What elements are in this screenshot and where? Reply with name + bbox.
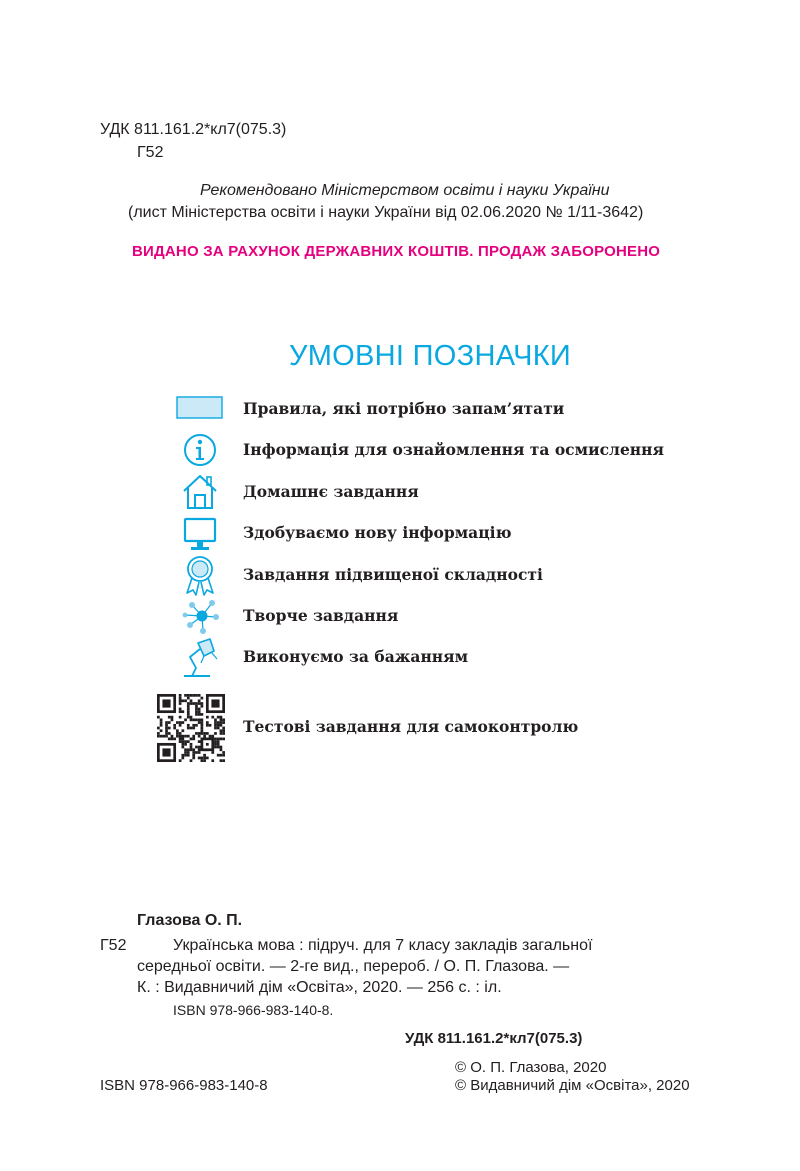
legend-label-creative: Творче завдання [243, 606, 399, 625]
copyright-publisher: © Видавничий дім «Освіта», 2020 [455, 1077, 690, 1094]
bibliography-udk: УДК 811.161.2*кл7(075.3) [405, 1030, 583, 1047]
udk-header: УДК 811.161.2*кл7(075.3) [100, 121, 287, 138]
recommendation-line: Рекомендовано Міністерством освіти і науки України [200, 182, 610, 199]
legend-label-info: Інформація для ознайомлення та осмислення [243, 440, 664, 459]
rule-box-icon [170, 386, 230, 432]
library-code: Г52 [137, 144, 164, 161]
medal-icon [170, 552, 230, 598]
bibliography-code: Г52 [100, 937, 127, 954]
bibliography-author: Глазова О. П. [137, 912, 243, 929]
bibliography-line-2: середньої освіти. — 2-ге вид., перероб. / О. П. Глазова. — [137, 958, 570, 975]
legend-label-new-info: Здобуваємо нову інформацію [243, 523, 512, 542]
legend-label-rules: Правила, які потрібно запам’ятати [243, 399, 565, 418]
recommendation-letter: (лист Міністерства освіти і науки України від 02.06.2020 № 1/11-3642) [128, 204, 644, 221]
desk-lamp-icon [170, 635, 230, 681]
legend-label-advanced: Завдання підвищеної складності [243, 565, 543, 584]
bibliography-line-3: К. : Видавничий дім «Освіта», 2020. — 256 с. : іл. [137, 979, 502, 996]
legend-label-homework: Домашнє завдання [243, 482, 419, 501]
bibliography-line-1: Українська мова : підруч. для 7 класу закладів загальної [173, 937, 593, 954]
house-icon [170, 469, 230, 515]
copyright-author: © О. П. Глазова, 2020 [455, 1059, 607, 1076]
legend-title: УМОВНІ ПОЗНАЧКИ [289, 340, 572, 372]
bibliography-isbn: ISBN 978-966-983-140-8. [173, 1002, 334, 1018]
monitor-icon [170, 511, 230, 557]
qr-code-icon [157, 694, 225, 762]
legend-label-optional: Виконуємо за бажанням [243, 647, 469, 666]
info-icon [170, 427, 230, 473]
molecule-icon [170, 593, 230, 639]
legend-label-tests: Тестові завдання для самоконтролю [243, 717, 579, 736]
distribution-notice: ВИДАНО ЗА РАХУНОК ДЕРЖАВНИХ КОШТІВ. ПРОДАЖ ЗАБОРОНЕНО [132, 243, 661, 260]
footer-isbn: ISBN 978-966-983-140-8 [100, 1077, 268, 1094]
